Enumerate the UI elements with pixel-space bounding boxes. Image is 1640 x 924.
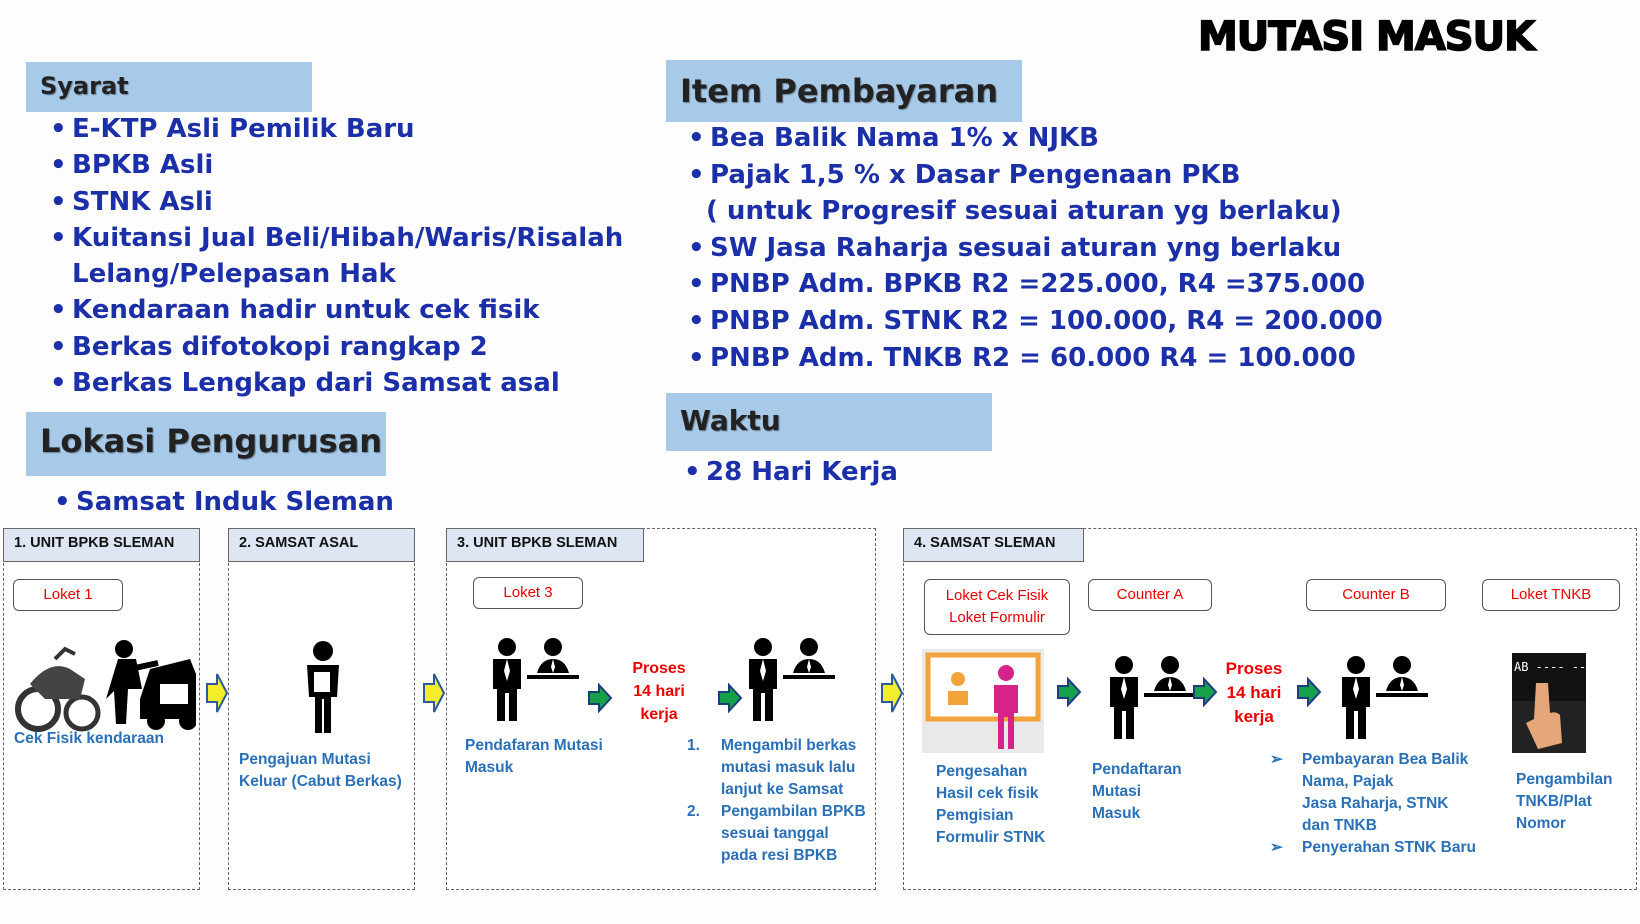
list-item: • Samsat Induk Sleman bbox=[40, 484, 540, 520]
list-item: • PNBP Adm. BPKB R2 =225.000, R4 =375.000 bbox=[674, 266, 1394, 303]
section-caption: Pengesahan Hasil cek fisik Pemgisian Formulir STNK bbox=[936, 763, 1046, 846]
section-samsat-sleman bbox=[903, 528, 1637, 890]
list-item: • Berkas Lengkap dari Samsat asal bbox=[36, 365, 636, 401]
lokasi-header: Lokasi Pengurusan bbox=[26, 412, 386, 476]
list-item: • BPKB Asli bbox=[36, 147, 636, 183]
chevron-right-icon: ➢ bbox=[1270, 751, 1283, 768]
list-item: • Kendaraan hadir untuk cek fisik bbox=[36, 292, 636, 328]
list-item: • STNK Asli bbox=[36, 184, 636, 220]
arrow-right-icon bbox=[1056, 677, 1082, 707]
list-item: • SW Jasa Raharja sesuai aturan yng berlaku bbox=[674, 230, 1394, 267]
proses-label: Proses 14 hari kerja bbox=[632, 660, 686, 723]
section-samsat-asal bbox=[228, 528, 415, 890]
two-people-counter-icon bbox=[1336, 655, 1432, 739]
loket-label: Counter A bbox=[1088, 579, 1212, 611]
presentation-board-icon bbox=[922, 649, 1044, 753]
syarat-list bbox=[36, 111, 636, 401]
waktu-header: Waktu bbox=[666, 393, 992, 451]
two-people-counter-icon bbox=[743, 637, 839, 721]
person-with-clipboard-icon bbox=[293, 641, 353, 733]
chevron-right-icon: ➢ bbox=[1270, 839, 1283, 856]
arrow-right-icon bbox=[1192, 677, 1218, 707]
motorcycle-car-inspection-icon bbox=[10, 629, 196, 744]
list-item: • Berkas difotokopi rangkap 2 bbox=[36, 329, 636, 365]
section-caption: Penyerahan STNK Baru bbox=[1302, 839, 1476, 856]
section-label: 1. UNIT BPKB SLEMAN bbox=[3, 528, 200, 562]
lokasi-list bbox=[40, 484, 540, 520]
list-item: • PNBP Adm. TNKB R2 = 60.000 R4 = 100.000 bbox=[674, 340, 1394, 377]
arrow-right-icon bbox=[422, 672, 446, 714]
loket-label: Loket TNKB bbox=[1482, 579, 1620, 611]
section-caption: Cek Fisik kendaraan bbox=[14, 730, 164, 747]
pembayaran-header: Item Pembayaran bbox=[666, 60, 1022, 122]
arrow-right-icon bbox=[1296, 677, 1322, 707]
plate-text: AB ---- -- bbox=[1514, 660, 1586, 674]
section-caption: Pembayaran Bea Balik Nama, Pajak Jasa Raharja, STNK dan TNKB bbox=[1302, 751, 1469, 834]
section-unit-bpkb-3 bbox=[446, 528, 876, 890]
list-item: Lelang/Pelepasan Hak bbox=[72, 259, 396, 290]
list-item: ( untuk Progresif sesuai aturan yg berlaku) bbox=[706, 196, 1342, 227]
list-item: • Bea Balik Nama 1% x NJKB bbox=[674, 120, 1394, 157]
step-text: Pengambilan BPKB sesuai tanggal pada resi BPKB bbox=[721, 803, 866, 864]
step-text: Mengambil berkas mutasi masuk lalu lanjut ke Samsat bbox=[721, 737, 857, 798]
section-unit-bpkb-1 bbox=[3, 528, 200, 890]
syarat-header: Syarat bbox=[26, 62, 312, 112]
section-label: 2. SAMSAT ASAL bbox=[228, 528, 415, 562]
section-caption: Pendaftaran Mutasi Masuk bbox=[1092, 761, 1182, 822]
list-item: • E-KTP Asli Pemilik Baru bbox=[36, 111, 636, 147]
arrow-right-icon bbox=[880, 672, 904, 714]
section-caption: Pengajuan Mutasi Keluar (Cabut Berkas) bbox=[239, 751, 402, 790]
arrow-right-icon bbox=[205, 672, 229, 714]
pembayaran-list bbox=[674, 120, 1394, 376]
two-people-counter-icon bbox=[1104, 655, 1200, 739]
list-item: • 28 Hari Kerja bbox=[670, 454, 1070, 491]
section-caption: Pengambilan TNKB/Plat Nomor bbox=[1516, 771, 1613, 832]
loket-label: Loket 1 bbox=[13, 579, 123, 611]
list-item: • Pajak 1,5 % x Dasar Pengenaan PKB bbox=[674, 157, 1394, 194]
page-title: MUTASI MASUK bbox=[1198, 14, 1535, 60]
step-number: 2. bbox=[687, 803, 700, 820]
arrow-right-icon bbox=[717, 683, 743, 713]
proses-label: Proses 14 hari kerja bbox=[1225, 659, 1283, 726]
section-caption: Pendafaran Mutasi Masuk bbox=[465, 737, 603, 776]
section-label: 4. SAMSAT SLEMAN bbox=[903, 528, 1084, 562]
arrow-right-icon bbox=[587, 683, 613, 713]
waktu-list bbox=[670, 454, 1070, 491]
section-label: 3. UNIT BPKB SLEMAN bbox=[446, 528, 644, 562]
license-plate-hand-icon bbox=[1512, 653, 1586, 753]
loket-label: Loket 3 bbox=[473, 577, 583, 609]
list-item: • Kuitansi Jual Beli/Hibah/Waris/Risalah bbox=[36, 220, 636, 256]
step-number: 1. bbox=[687, 737, 700, 754]
loket-label: Counter B bbox=[1306, 579, 1446, 611]
two-people-counter-icon bbox=[487, 637, 583, 721]
list-item: • PNBP Adm. STNK R2 = 100.000, R4 = 200.000 bbox=[674, 303, 1394, 340]
loket-label: Loket Cek Fisik Loket Formulir bbox=[924, 579, 1070, 635]
